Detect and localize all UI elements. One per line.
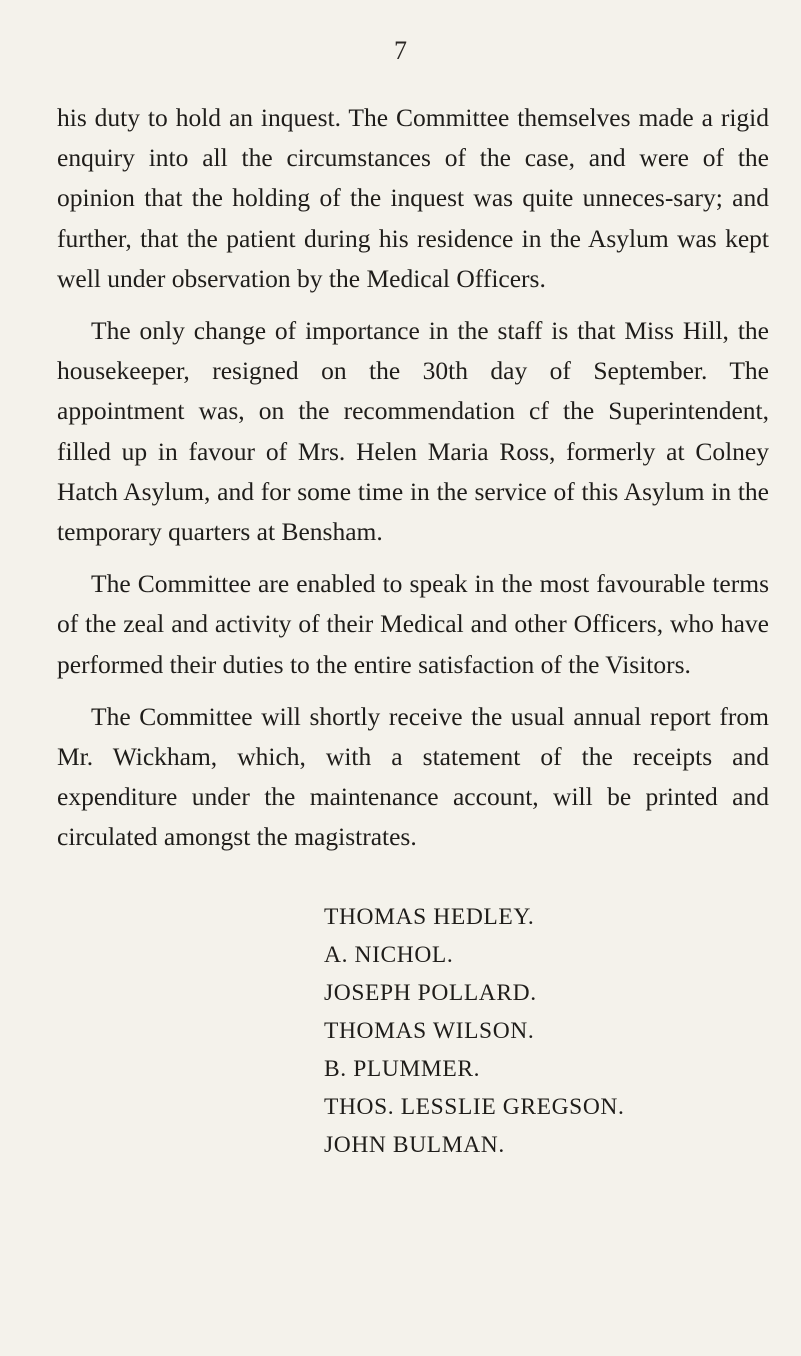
paragraph-officers: The Committee are enabled to speak in the most favourable terms of the zeal and activity of their Medical and other Officers, who have performed their duties to the entire satisfaction of the Visitors.: [57, 569, 769, 679]
report-body: [57, 98, 769, 870]
signatory-name: THOMAS WILSON.: [324, 1018, 535, 1044]
signatory-name: THOS. LESSLIE GREGSON.: [324, 1094, 625, 1120]
paragraph-annual-report: The Committee will shortly receive the usual annual report from Mr. Wickham, which, with a statement of the receipts and expenditure under the maintenance account, will be printed and circulated amongst the magistrates.: [57, 701, 769, 852]
paragraph-staff-change: The only change of importance in the staff is that Miss Hill, the housekeeper, resigned on the 30th day of September. The appointment was, on the recommendation cf the Superintendent, filled up in favour of Mrs. Helen Maria Ross, formerly at Colney Hatch Asylum, and for some time in the service of this Asylum in the temporary quarters at Bensham.: [57, 316, 769, 547]
signatory-name: JOSEPH POLLARD.: [324, 980, 537, 1006]
paragraph-inquest: his duty to hold an inquest. The Committee themselves made a rigid enquiry into all the circumstances of the case, and were of the opinion that the holding of the inquest was quite unneces-sary; and further, that the patient during his residence in the Asylum was kept well under observation by the Medical Officers.: [57, 103, 769, 293]
signatory-name: B. PLUMMER.: [324, 1056, 481, 1082]
page-number: 7: [394, 36, 407, 65]
signatory-name: JOHN BULMAN.: [324, 1132, 505, 1158]
signature-block: [324, 898, 774, 1164]
signatory-name: A. NICHOL.: [324, 942, 454, 968]
signatory-name: THOMAS HEDLEY.: [324, 904, 535, 930]
